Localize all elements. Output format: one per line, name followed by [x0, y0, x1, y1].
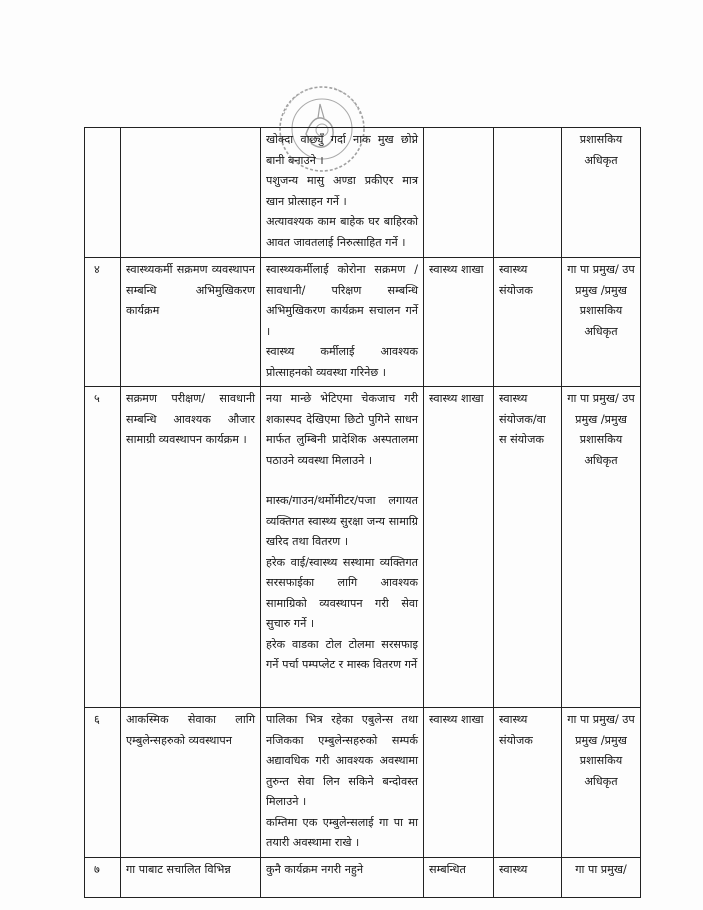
activity-item [266, 471, 418, 491]
table-row [85, 708, 641, 858]
activities-cell [261, 708, 424, 858]
responsible-cell: गा पा प्रमुख/ उप प्रमुख /प्रमुख प्रशासकिय अधिकृत [562, 387, 641, 708]
responsible-cell: गा पा प्रमुख/ उप प्रमुख /प्रमुख प्रशासकिय अधिकृत [562, 708, 641, 858]
activity-item: हरेक वाई/स्वास्थ्य सस्थामा व्यक्तिगत सरसफाईका लागि आवश्यक सामाग्रिको व्यवस्थापन गरी सेवा सुचारु गर्ने । [266, 555, 418, 630]
serial-number-cell: ५ [85, 387, 121, 708]
activity-item: स्वास्थ्य कर्मीलाई आवश्यक प्रोत्साहनको व्यवस्था गरिनेछ । [266, 345, 418, 379]
activities-cell [261, 258, 424, 387]
activities-cell [261, 128, 424, 258]
program-title-cell: आकस्मिक सेवाका लागि एम्बुलेन्सहरुको व्यवस्थापन [121, 708, 261, 858]
table-body [85, 128, 641, 898]
section-cell: सम्बन्धित [424, 857, 494, 897]
section-cell: स्वास्थ्य शाखा [424, 387, 494, 708]
program-title-cell: सक्रमण परीक्षण/ सावधानी सम्बन्धि आवश्यक औजार सामाग्री व्यवस्थापन कार्यक्रम । [121, 387, 261, 708]
activity-item: पशुजन्य मासु अण्डा प्रकीएर मात्र खान प्रोत्साहन गर्ने । [266, 174, 418, 208]
activity-item: कम्तिमा एक एम्बुलेन्सलाई गा पा मा तयारी अवस्थामा राखे । [266, 815, 418, 849]
serial-number-cell: ७ [85, 857, 121, 897]
program-title-cell: गा पाबाट सचालित विभिन्न [121, 857, 261, 897]
table-row [85, 857, 641, 897]
section-cell: स्वास्थ्य शाखा [424, 708, 494, 858]
section-cell: स्वास्थ्य शाखा [424, 258, 494, 387]
table-row [85, 387, 641, 708]
activity-item: कुनै कार्यक्रम नगरी नहुने [266, 862, 364, 876]
activity-item: हरेक वाडका टोल टोलमा सरसफाइ गर्ने पर्चा पम्पप्लेट र मास्क वितरण गर्ने [266, 637, 418, 671]
responsible-cell: गा पा प्रमुख/ उप प्रमुख /प्रमुख प्रशासकिय अधिकृत [562, 258, 641, 387]
responsible-cell: गा पा प्रमुख/ [562, 857, 641, 897]
activity-item: पालिका भित्र रहेका एबुलेन्स तथा नजिकका एम्बुलेन्सहरुको सम्पर्क अद्यावधिक गरी आवश्यक अवस्थामा तुरुन्त सेवा लिन सकिने बन्दोवस्त मिलाउने । [266, 713, 418, 808]
activity-item: स्वास्थ्यकर्मीलाई कोरोना सक्रमण /सावधानी/ परिक्षण सम्बन्धि अभिमुखिकरण कार्यक्रम सचालन गर्ने । [266, 263, 418, 338]
action-plan-table [84, 127, 641, 898]
coordinator-cell: स्वास्थ्य संयोजक [494, 258, 562, 387]
coordinator-cell: स्वास्थ्य [494, 857, 562, 897]
program-title-cell [121, 128, 261, 258]
program-title-cell: स्वास्थ्यकर्मी सक्रमण व्यवस्थापन सम्बन्धि अभिमुखिकरण कार्यक्रम [121, 258, 261, 387]
activity-item: अत्यावश्यक काम बाहेक घर बाहिरको आवत जावतलाई निरुत्साहित गर्ने । [266, 215, 418, 249]
activity-item: मास्क/गाउन/थर्मोमीटर/पजा लगायत व्यक्तिगत स्वास्थ्य सुरक्षा जन्य सामाग्रि खरिद तथा वितरण । [266, 494, 418, 548]
responsible-cell: प्रशासकिय अधिकृत [562, 128, 641, 258]
coordinator-cell: स्वास्थ्य संयोजक/वा स संयोजक [494, 387, 562, 708]
serial-number-cell: ६ [85, 708, 121, 858]
activity-item: नया मान्छे भेटिएमा चेकजाच गरी शकास्पद देखिएमा छिटो पुगिने साधन मार्फत लुम्बिनी प्रादेशिक अस्पतालमा पठाउने व्यवस्था मिलाउने । [266, 392, 418, 467]
serial-number-cell: ४ [85, 258, 121, 387]
coordinator-cell [494, 128, 562, 258]
coordinator-cell: स्वास्थ्य संयोजक [494, 708, 562, 858]
table-row [85, 258, 641, 387]
table-row [85, 128, 641, 258]
activities-cell [261, 387, 424, 708]
activity-item: खोक्दा वाछ्युँ गर्दा नाक मुख छोप्ने बानी बनाउने । [266, 133, 418, 167]
serial-number-cell [85, 128, 121, 258]
section-cell [424, 128, 494, 258]
activities-cell [261, 857, 424, 897]
